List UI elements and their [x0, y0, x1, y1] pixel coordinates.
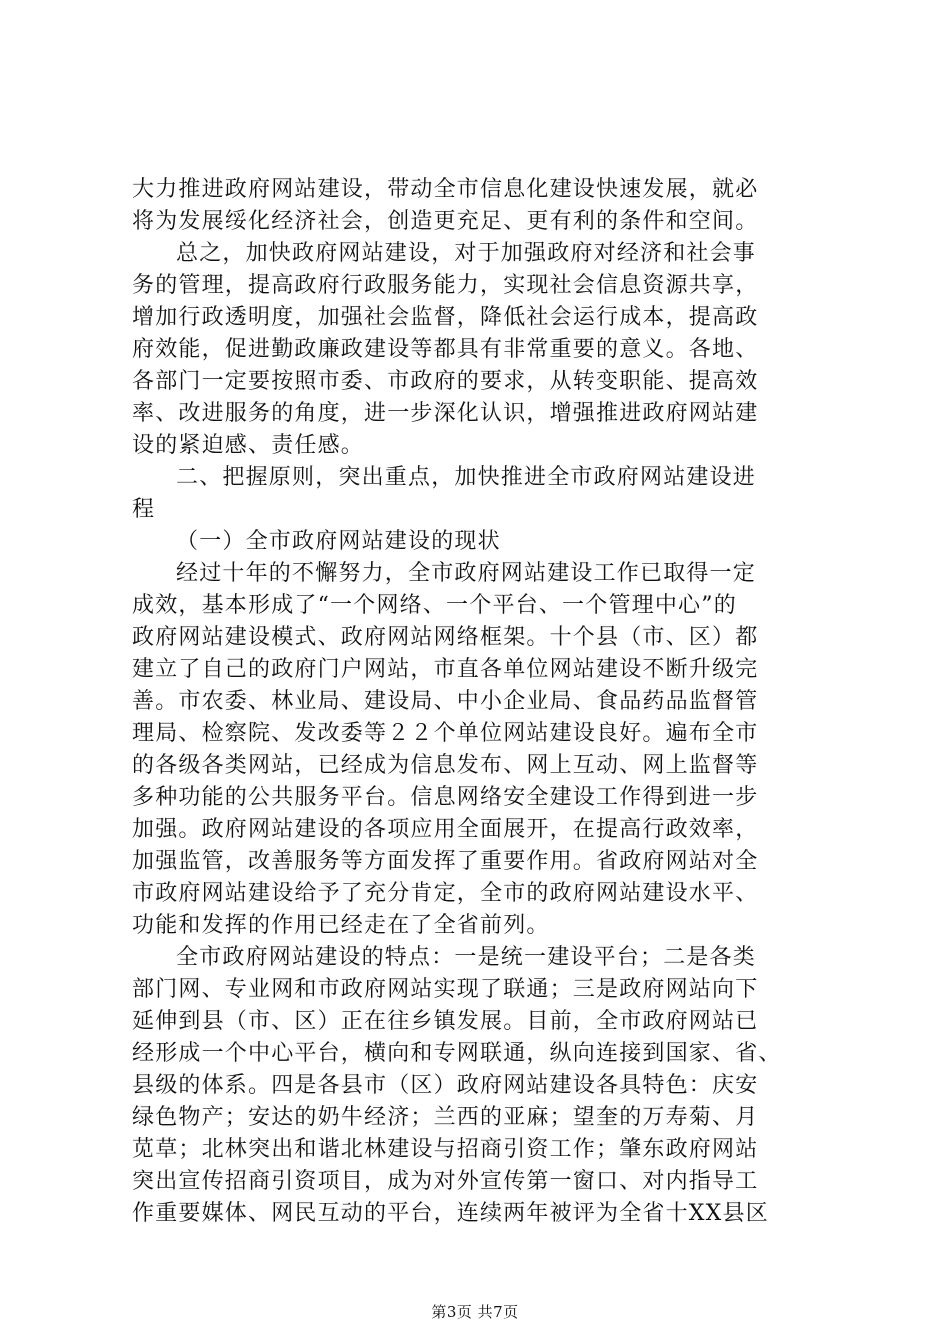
text-line: 理局、检察院、发改委等２２个单位网站建设良好。遍布全市 [132, 721, 759, 746]
text-line: 程 [132, 497, 156, 522]
text-line: 多种功能的公共服务平台。信息网络安全建设工作得到进一步 [132, 785, 759, 810]
text-line: 总之，加快政府网站建设，对于加强政府对经济和社会事 [176, 241, 757, 266]
text-line: 部门网、专业网和市政府网站实现了联通；三是政府网站向下 [132, 977, 759, 1002]
document-body [132, 174, 827, 1230]
text-line: 二、把握原则，突出重点，加快推进全市政府网站建设进 [176, 465, 757, 490]
text-line: 大力推进政府网站建设，带动全市信息化建设快速发展，就必 [132, 177, 759, 202]
text-line: 经形成一个中心平台，横向和专网联通，纵向连接到国家、省、 [132, 1041, 782, 1066]
text-line: 市政府网站建设给予了充分肯定，全市的政府网站建设水平、 [132, 881, 759, 906]
text-line: 县级的体系。四是各县市（区）政府网站建设各具特色：庆安 [132, 1073, 759, 1098]
text-line: 全市政府网站建设的特点：一是统一建设平台；二是各类 [176, 945, 757, 970]
text-line: 政府网站建设模式、政府网站网络框架。十个县（市、区）都 [132, 625, 759, 650]
text-line: 加强。政府网站建设的各项应用全面展开，在提高行政效率， [132, 817, 759, 842]
text-line: 功能和发挥的作用已经走在了全省前列。 [132, 913, 550, 938]
text-line: 延伸到县（市、区）正在往乡镇发展。目前，全市政府网站已 [132, 1009, 759, 1034]
text-line: 设的紧迫感、责任感。 [132, 433, 365, 458]
text-line: 务的管理，提高政府行政服务能力，实现社会信息资源共享， [132, 273, 759, 298]
text-line: 突出宣传招商引资项目，成为对外宣传第一窗口、对内指导工 [132, 1169, 759, 1194]
text-line: 将为发展绥化经济社会，创造更充足、更有利的条件和空间。 [132, 209, 759, 234]
text-line: 绿色物产；安达的奶牛经济；兰西的亚麻；望奎的万寿菊、月 [132, 1105, 759, 1130]
text-line: 的各级各类网站，已经成为信息发布、网上互动、网上监督等 [132, 753, 759, 778]
page-footer: 第3页 共7页 [431, 1303, 519, 1321]
text-line: 加强监管，改善服务等方面发挥了重要作用。省政府网站对全 [132, 849, 759, 874]
text-line: （一）全市政府网站建设的现状 [176, 529, 501, 554]
text-line: 作重要媒体、网民互动的平台，连续两年被评为全省十XX县区 [132, 1201, 769, 1226]
text-line: 率、改进服务的角度，进一步深化认识，增强推进政府网站建 [132, 401, 759, 426]
text-line: 善。市农委、林业局、建设局、中小企业局、食品药品监督管 [132, 689, 759, 714]
text-line: 各部门一定要按照市委、市政府的要求，从转变职能、提高效 [132, 369, 759, 394]
text-line: 增加行政透明度，加强社会监督，降低社会运行成本，提高政 [132, 305, 759, 330]
text-line: 建立了自己的政府门户网站，市直各单位网站建设不断升级完 [132, 657, 759, 682]
text-line: 府效能，促进勤政廉政建设等都具有非常重要的意义。各地、 [132, 337, 759, 362]
text-line: 成效，基本形成了“一个网络、一个平台、一个管理中心”的 [132, 593, 737, 618]
text-line: 苋草；北林突出和谐北林建设与招商引资工作；肇东政府网站 [132, 1137, 759, 1162]
text-line: 经过十年的不懈努力，全市政府网站建设工作已取得一定 [176, 561, 757, 586]
